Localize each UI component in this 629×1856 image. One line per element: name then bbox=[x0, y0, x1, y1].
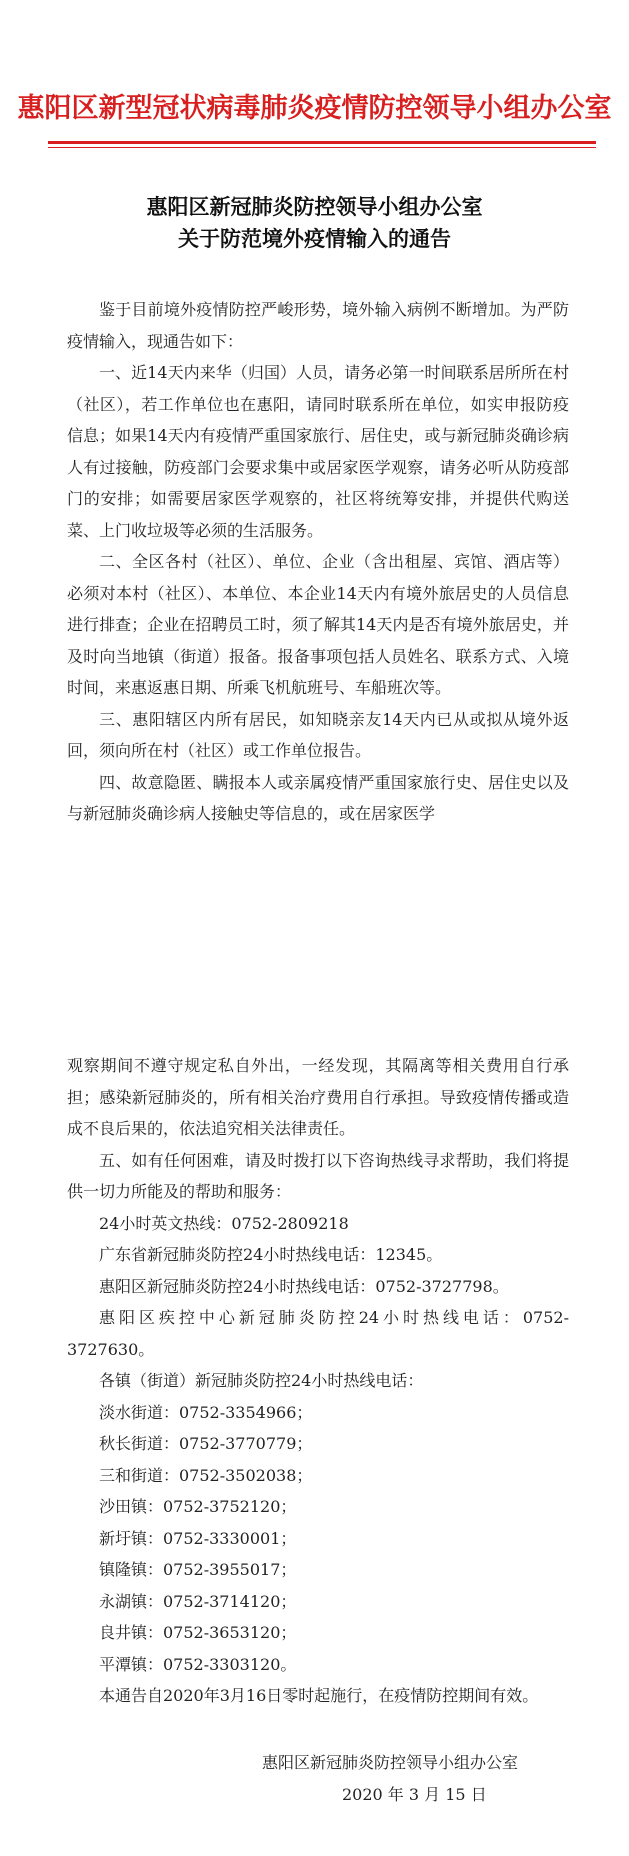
item-3-paragraph: 三、惠阳辖区内所有居民，如知晓亲友14天内已从或拟从境外返回，须向所在村（社区）或工作单位报告。 bbox=[67, 709, 569, 760]
item-4-paragraph-end: 观察期间不遵守规定私自外出，一经发现，其隔离等相关费用自行承担；感染新冠肺炎的，所有相关治疗费用自行承担。导致疫情传播或造成不良后果的，依法追究相关法律责任。 bbox=[67, 1056, 569, 1138]
hotline-huiyang: 惠阳区新冠肺炎防控24小时热线电话：0752-3727798。 bbox=[99, 1276, 509, 1296]
intro-paragraph: 鉴于目前境外疫情防控严峻形势，境外输入病例不断增加。为严防疫情输入，现通告如下： bbox=[67, 300, 569, 351]
hotline-danshui: 淡水街道：0752-3354966； bbox=[99, 1402, 313, 1422]
notice-title-line1: 惠阳区新冠肺炎防控领导小组办公室 bbox=[146, 194, 483, 219]
item-1-paragraph: 一、近14天内来华（归国）人员，请务必第一时间联系居所所在村（社区），若工作单位也在惠阳，请同时联系所在单位，如实申报防疫信息；如果14天内有疫情严重国家旅行、居住史，或与新冠肺炎确诊病人有过接触，防疫部门会要求集中或居家医学观察，请务必听从防疫部门的安排；如需要居家医学观察的，社区将统筹安排，并提供代购送菜、上门收垃圾等必须的生活服务。 bbox=[67, 363, 569, 540]
hotline-zhenlong: 镇隆镇：0752-3955017； bbox=[99, 1560, 297, 1579]
hotline-english: 24小时英文热线：0752-2809218 bbox=[99, 1213, 349, 1233]
hotline-shatian: 沙田镇：0752-3752120； bbox=[99, 1497, 297, 1516]
item-4-paragraph-start: 四、故意隐匿、瞒报本人或亲属疫情严重国家旅行史、居住史以及与新冠肺炎确诊病人接触史等信息的，或在居家医学 bbox=[67, 772, 569, 823]
notice-title-line2: 关于防范境外疫情输入的通告 bbox=[178, 226, 451, 251]
effective-date-paragraph: 本通告自2020年3月16日零时起施行，在疫情防控期间有效。 bbox=[99, 1686, 539, 1705]
notice-body-part1 bbox=[67, 294, 569, 830]
hotline-yonghu: 永湖镇：0752-3714120； bbox=[99, 1591, 297, 1611]
hotline-cdc: 惠阳区疾控中心新冠肺炎防控24小时热线电话：0752-3727630。 bbox=[67, 1308, 569, 1359]
hotline-xinxu: 新圩镇：0752-3330001； bbox=[99, 1528, 297, 1548]
signature-organization: 惠阳区新冠肺炎防控领导小组办公室 bbox=[262, 1753, 519, 1772]
hotline-pingtan: 平潭镇：0752-3303120。 bbox=[99, 1654, 297, 1674]
hotline-towns-heading: 各镇（街道）新冠肺炎防控24小时热线电话： bbox=[99, 1371, 424, 1390]
item-5-paragraph: 五、如有任何困难，请及时拨打以下咨询热线寻求帮助，我们将提供一切力所能及的帮助和服务： bbox=[67, 1150, 569, 1201]
hotline-guangdong: 广东省新冠肺炎防控24小时热线电话：12345。 bbox=[99, 1245, 443, 1264]
hotline-sanhe: 三和街道：0752-3502038； bbox=[99, 1465, 313, 1485]
notice-body-part2 bbox=[67, 1050, 569, 1712]
signature-date: 2020 年 3 月 15 日 bbox=[342, 1785, 487, 1804]
letterhead-rule-thick bbox=[48, 141, 596, 144]
hotline-liangjing: 良井镇：0752-3653120； bbox=[99, 1623, 297, 1642]
item-2-paragraph: 二、全区各村（社区）、单位、企业（含出租屋、宾馆、酒店等）必须对本村（社区）、本单位、本企业14天内有境外旅居史的人员信息进行排查；企业在招聘员工时，须了解其14天内是否有境外旅居史，并及时向当地镇（街道）报备。报备事项包括人员姓名、联系方式、入境时间，来惠返惠日期、所乘飞机航班号、车船班次等。 bbox=[67, 552, 569, 697]
hotline-qiuchang: 秋长街道：0752-3770779； bbox=[99, 1434, 313, 1453]
letterhead-title: 惠阳区新型冠状病毒肺炎疫情防控领导小组办公室 bbox=[17, 93, 612, 124]
letterhead-rule-thin bbox=[48, 147, 596, 148]
